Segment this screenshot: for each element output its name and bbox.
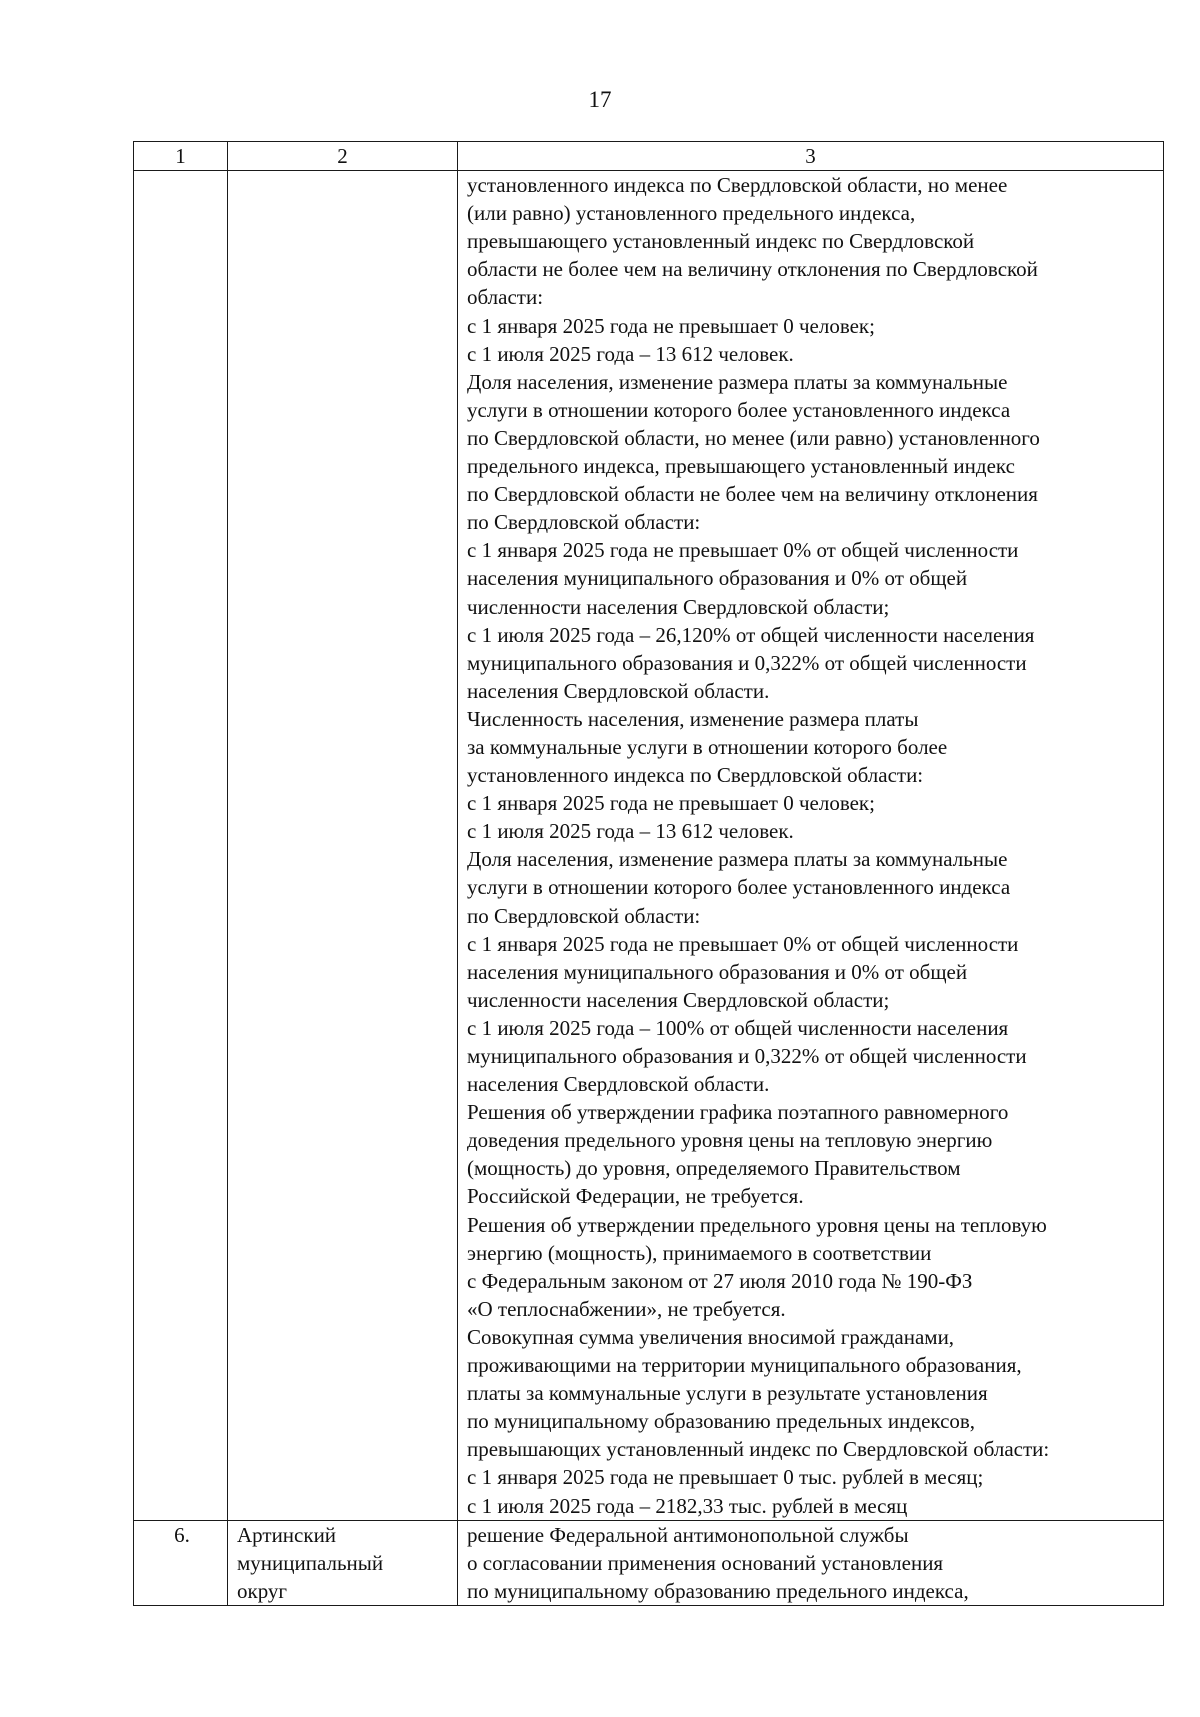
text-line: с 1 января 2025 года не превышает 0 тыс. рублей в месяц; <box>467 1465 984 1490</box>
text-line: населения Свердловской области. <box>467 1072 770 1097</box>
text-line: за коммунальные услуги в отношении которого более <box>467 734 948 759</box>
text-line: решение Федеральной антимонопольной службы <box>467 1522 909 1547</box>
text-line: Совокупная сумма увеличения вносимой гражданами, <box>467 1324 955 1349</box>
text-line: Доля населения, изменение размера платы за коммунальные <box>467 847 1008 872</box>
text-line: по муниципальному образованию предельного индекса, <box>467 1578 969 1603</box>
text-line: населения муниципального образования и 0% от общей <box>467 959 968 984</box>
column-header-1: 1 <box>134 142 228 171</box>
municipal-index-table <box>133 141 1164 1606</box>
text-line: области: <box>467 285 544 310</box>
text-line: (мощность) до уровня, определяемого Правительством <box>467 1156 961 1181</box>
municipality-name-line: округ <box>237 1578 288 1603</box>
text-line: с 1 июля 2025 года – 13 612 человек. <box>467 819 794 844</box>
municipality-cell <box>228 1520 458 1605</box>
description-cell <box>458 1520 1164 1605</box>
text-line: с 1 июля 2025 года – 2182,33 тыс. рублей в месяц <box>467 1493 908 1518</box>
column-header-3: 3 <box>458 142 1164 171</box>
text-line: с 1 июля 2025 года – 13 612 человек. <box>467 341 794 366</box>
municipality-name-line: Артинский <box>237 1522 337 1547</box>
text-line: с 1 января 2025 года не превышает 0% от общей численности <box>467 931 1019 956</box>
page-number: 17 <box>588 87 612 112</box>
text-line: предельного индекса, превышающего установленный индекс <box>467 454 1015 479</box>
text-line: превышающих установленный индекс по Свердловской области: <box>467 1437 1050 1462</box>
text-line: муниципального образования и 0,322% от общей численности <box>467 1044 1027 1068</box>
text-line: по Свердловской области, но менее (или равно) установленного <box>467 425 1040 450</box>
text-line: установленного индекса по Свердловской области, но менее <box>467 173 1008 198</box>
text-line: «О теплоснабжении», не требуется. <box>467 1296 786 1321</box>
text-line: Решения об утверждении графика поэтапного равномерного <box>467 1100 1009 1125</box>
text-line: услуги в отношении которого более установленного индекса <box>467 397 1011 422</box>
text-line: муниципального образования и 0,322% от общей численности <box>467 650 1027 675</box>
text-line: численности населения Свердловской области; <box>467 594 890 619</box>
table-row-continued <box>134 171 1164 1521</box>
text-line: с Федеральным законом от 27 июля 2010 года № 190-ФЗ <box>467 1268 973 1293</box>
text-line: установленного индекса по Свердловской области: <box>467 763 924 788</box>
text-line: проживающими на территории муниципального образования, <box>467 1353 1022 1378</box>
text-line: энергию (мощность), принимаемого в соответствии <box>467 1240 932 1265</box>
text-line: по Свердловской области: <box>467 510 701 535</box>
text-line: по Свердловской области: <box>467 903 701 928</box>
text-line: по Свердловской области не более чем на величину отклонения <box>467 482 1038 507</box>
text-line: Доля населения, изменение размера платы за коммунальные <box>467 369 1008 394</box>
text-line: платы за коммунальные услуги в результате установления <box>467 1381 988 1406</box>
text-line: области не более чем на величину отклонения по Свердловской <box>467 257 1038 282</box>
row-number-cell: 6. <box>134 1520 228 1605</box>
text-line: численности населения Свердловской области; <box>467 987 890 1012</box>
text-line: населения муниципального образования и 0% от общей <box>467 566 968 591</box>
column-header-2: 2 <box>228 142 458 171</box>
text-line: услуги в отношении которого более установленного индекса <box>467 875 1011 900</box>
text-line: по муниципальному образованию предельных индексов, <box>467 1409 976 1434</box>
municipality-cell <box>228 171 458 1521</box>
text-line: населения Свердловской области. <box>467 678 770 703</box>
text-line: с 1 января 2025 года не превышает 0 человек; <box>467 791 875 816</box>
row-number-cell <box>134 171 228 1521</box>
text-line: с 1 июля 2025 года – 26,120% от общей численности населения <box>467 622 1035 647</box>
text-line: превышающего установленный индекс по Свердловской <box>467 229 975 254</box>
text-line: (или равно) установленного предельного индекса, <box>467 201 916 226</box>
table-row-6 <box>134 1520 1164 1605</box>
text-line: с 1 января 2025 года не превышает 0 человек; <box>467 313 875 338</box>
text-line: Численность населения, изменение размера платы <box>467 706 919 731</box>
text-line: доведения предельного уровня цены на тепловую энергию <box>467 1128 993 1153</box>
text-line: о согласовании применения оснований установления <box>467 1550 944 1575</box>
text-line: с 1 июля 2025 года – 100% от общей численности населения <box>467 1015 1009 1040</box>
text-line: с 1 января 2025 года не превышает 0% от общей численности <box>467 538 1019 563</box>
text-line: Российской Федерации, не требуется. <box>467 1184 804 1209</box>
municipality-name-line: муниципальный <box>237 1550 384 1575</box>
table-header-row <box>134 142 1164 171</box>
text-line: Решения об утверждении предельного уровня цены на тепловую <box>467 1212 1047 1237</box>
description-cell <box>458 171 1164 1521</box>
